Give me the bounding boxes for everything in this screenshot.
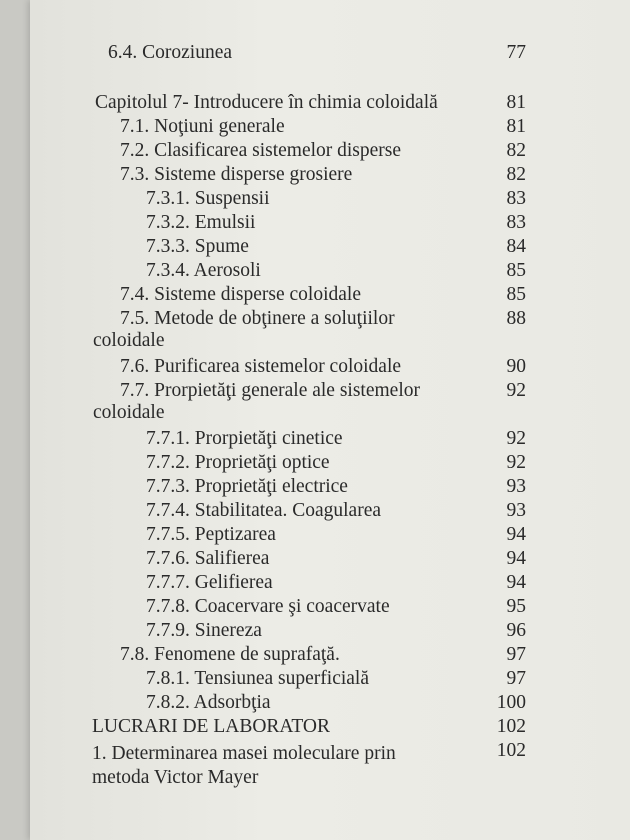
toc-page-number: 90 — [506, 356, 526, 377]
toc-page-number: 77 — [506, 42, 526, 63]
toc-entry: 1. Determinarea masei moleculare prin — [92, 743, 396, 764]
toc-page-number: 83 — [506, 188, 526, 209]
toc-subentry: 7.3.2. Emulsii — [146, 212, 256, 233]
toc-entry: 7.5. Metode de obţinere a soluţiilor — [120, 308, 395, 329]
toc-chapter-title: Capitolul 7- Introducere în chimia coloidală — [95, 92, 438, 113]
toc-entry: 7.7. Prorpietăţi generale ale sistemelor — [120, 380, 420, 401]
toc-page-number: 94 — [506, 524, 526, 545]
toc-entry: 7.4. Sisteme disperse coloidale — [120, 284, 361, 305]
toc-page-number: 84 — [506, 236, 526, 257]
toc-subentry: 7.8.2. Adsorbţia — [146, 692, 271, 713]
toc-page-number: 97 — [506, 644, 526, 665]
toc-subentry: 7.7.3. Proprietăţi electrice — [146, 476, 348, 497]
toc-subentry: 7.7.6. Salifierea — [146, 548, 270, 569]
toc-page-number: 81 — [506, 116, 526, 137]
toc-page-number: 81 — [506, 92, 526, 113]
toc-page-number: 95 — [506, 596, 526, 617]
toc-page-number: 92 — [506, 428, 526, 449]
toc-page-number: 102 — [496, 740, 526, 761]
toc-entry: 7.3. Sisteme disperse grosiere — [120, 164, 353, 185]
toc-subentry: 7.7.4. Stabilitatea. Coagularea — [146, 500, 382, 521]
toc-subentry: 7.8.1. Tensiunea superficială — [146, 668, 369, 689]
toc-entry: 7.1. Noţiuni generale — [120, 116, 285, 137]
toc-entry: 7.8. Fenomene de suprafaţă. — [120, 644, 340, 665]
toc-page-number: 85 — [506, 260, 526, 281]
toc-entry: 7.2. Clasificarea sistemelor disperse — [120, 140, 402, 161]
toc-page-number: 92 — [506, 380, 526, 401]
toc-subentry: 7.3.4. Aerosoli — [146, 260, 261, 281]
toc-page-number: 85 — [506, 284, 526, 305]
toc-subentry: 7.3.1. Suspensii — [146, 188, 270, 209]
toc-page-number: 82 — [506, 140, 526, 161]
toc-entry: 6.4. Coroziunea — [108, 42, 233, 63]
toc-entry: 7.6. Purificarea sistemelor coloidale — [120, 356, 402, 377]
toc-subentry: 7.7.9. Sinereza — [146, 620, 262, 641]
toc-page-number: 92 — [506, 452, 526, 473]
toc-page-number: 88 — [506, 308, 526, 329]
toc-subentry: 7.7.7. Gelifierea — [146, 572, 273, 593]
toc-subentry: 7.3.3. Spume — [146, 236, 249, 257]
toc-entry-continuation: coloidale — [93, 330, 165, 351]
toc-page-number: 93 — [506, 476, 526, 497]
toc-section-heading: LUCRARI DE LABORATOR — [92, 716, 330, 737]
toc-subentry: 7.7.8. Coacervare şi coacervate — [146, 596, 390, 617]
toc-entry-continuation: metoda Victor Mayer — [92, 767, 259, 788]
book-page — [30, 0, 630, 840]
toc-page-number: 93 — [506, 500, 526, 521]
toc-page-number: 94 — [506, 572, 526, 593]
toc-subentry: 7.7.5. Peptizarea — [146, 524, 276, 545]
toc-page-number: 97 — [506, 668, 526, 689]
toc-page-number: 102 — [496, 716, 526, 737]
toc-entry-continuation: coloidale — [93, 402, 165, 423]
toc-page-number: 100 — [496, 692, 526, 713]
toc-subentry: 7.7.1. Prorpietăţi cinetice — [146, 428, 343, 449]
toc-page-number: 94 — [506, 548, 526, 569]
toc-page-number: 83 — [506, 212, 526, 233]
toc-subentry: 7.7.2. Proprietăţi optice — [146, 452, 330, 473]
toc-page-number: 96 — [506, 620, 526, 641]
toc-page-number: 82 — [506, 164, 526, 185]
